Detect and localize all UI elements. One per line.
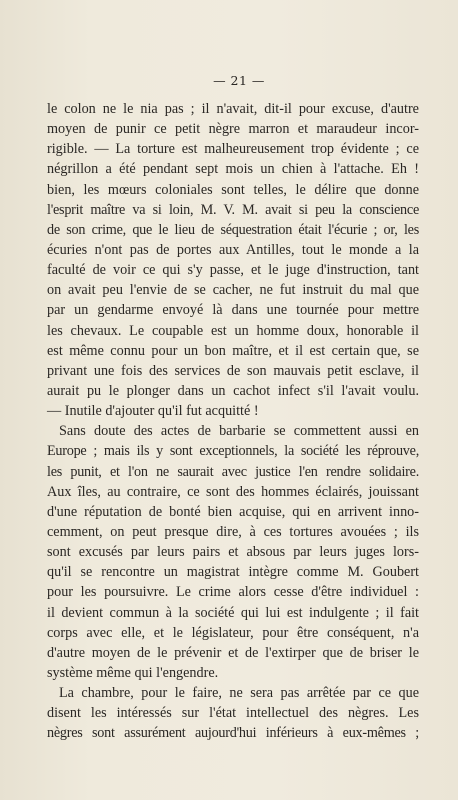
text-line: l'esprit maître va si loin, M. V. M. avait si peu la conscience [47, 201, 419, 218]
text-line: sont excusés par leurs pairs et absous par leurs juges lors- [47, 544, 419, 561]
text-line: système même qui l'engendre. [47, 664, 219, 681]
text-line: privant une fois des services de son mauvais petit esclave, il [47, 362, 419, 379]
text-line: cemment, on peut presque dire, à ces tortures avouées ; ils [47, 523, 419, 540]
text-line: corps avec elle, et le législateur, pour être conséquent, n'a [47, 624, 419, 641]
text-line: moyen de punir ce petit nègre marron et maraudeur incor- [47, 121, 419, 138]
text-line: rigible. — La torture est malheureusement trop évidente ; ce [47, 141, 419, 158]
text-line: aurait pu le plonger dans un cachot infect s'il l'avait voulu. [47, 382, 419, 399]
text-line: Aux îles, au contraire, ce sont des hommes éclairés, jouissant [47, 483, 419, 500]
text-line: nègres sont assurément aujourd'hui inférieurs à eux-mêmes ; [47, 725, 419, 742]
text-line: les chevaux. Le coupable est un homme doux, honorable il [47, 322, 419, 339]
text-line: est même connu pour un bon maître, et il est certain que, se [47, 342, 419, 359]
text-line: qu'il se rencontre un magistrat intègre comme M. Goubert [47, 564, 419, 581]
text-line: on avait peu l'envie de se cacher, ne fut instruit du mal que [47, 282, 419, 299]
text-line: d'une réputation de bonté bien acquise, qui en arrivent inno- [47, 503, 419, 520]
text-line: Sans doute des actes de barbarie se commettent aussi en [59, 423, 419, 440]
text-line: La chambre, pour le faire, ne sera pas arrêtée par ce que [59, 685, 419, 702]
text-line: écuries n'ont pas de portes aux Antilles, tout le monde a la [47, 241, 419, 258]
text-line: Europe ; mais ils y sont exceptionnels, la société les réprouve, [47, 443, 419, 460]
text-line: faculté de voir ce qui s'y passe, et le juge d'instruction, tant [47, 262, 419, 279]
text-line: bien, les mœurs coloniales sont telles, le délire que donne [47, 181, 419, 198]
text-line: disent les intéressés sur l'état intellectuel des nègres. Les [47, 705, 419, 722]
text-line: il devient commun à la société qui lui est indulgente ; il fait [47, 604, 419, 621]
text-line: par un gendarme envoyé là dans une tournée pour mettre [47, 302, 419, 319]
text-line: le colon ne le nia pas ; il n'avait, dit-il pour excuse, d'autre [47, 101, 419, 117]
text-line: — Inutile d'ajouter qu'il fut acquitté ! [47, 403, 259, 420]
text-line: les punit, et l'on ne saurait avec justice l'en rendre solidaire. [47, 463, 419, 480]
text-line: d'autre moyen de le prévenir et de l'extirper que de briser le [47, 644, 419, 661]
text-line: de son crime, que le lieu de séquestration était l'écurie ; or, les [47, 221, 419, 238]
text-line: pour les poursuivre. Le crime alors cesse d'être individuel : [47, 584, 419, 601]
page-number: — 21 — [213, 73, 265, 88]
text-line: négrillon a été pendant sept mois un chien à l'attache. Eh ! [47, 161, 419, 178]
body-text [47, 99, 419, 744]
